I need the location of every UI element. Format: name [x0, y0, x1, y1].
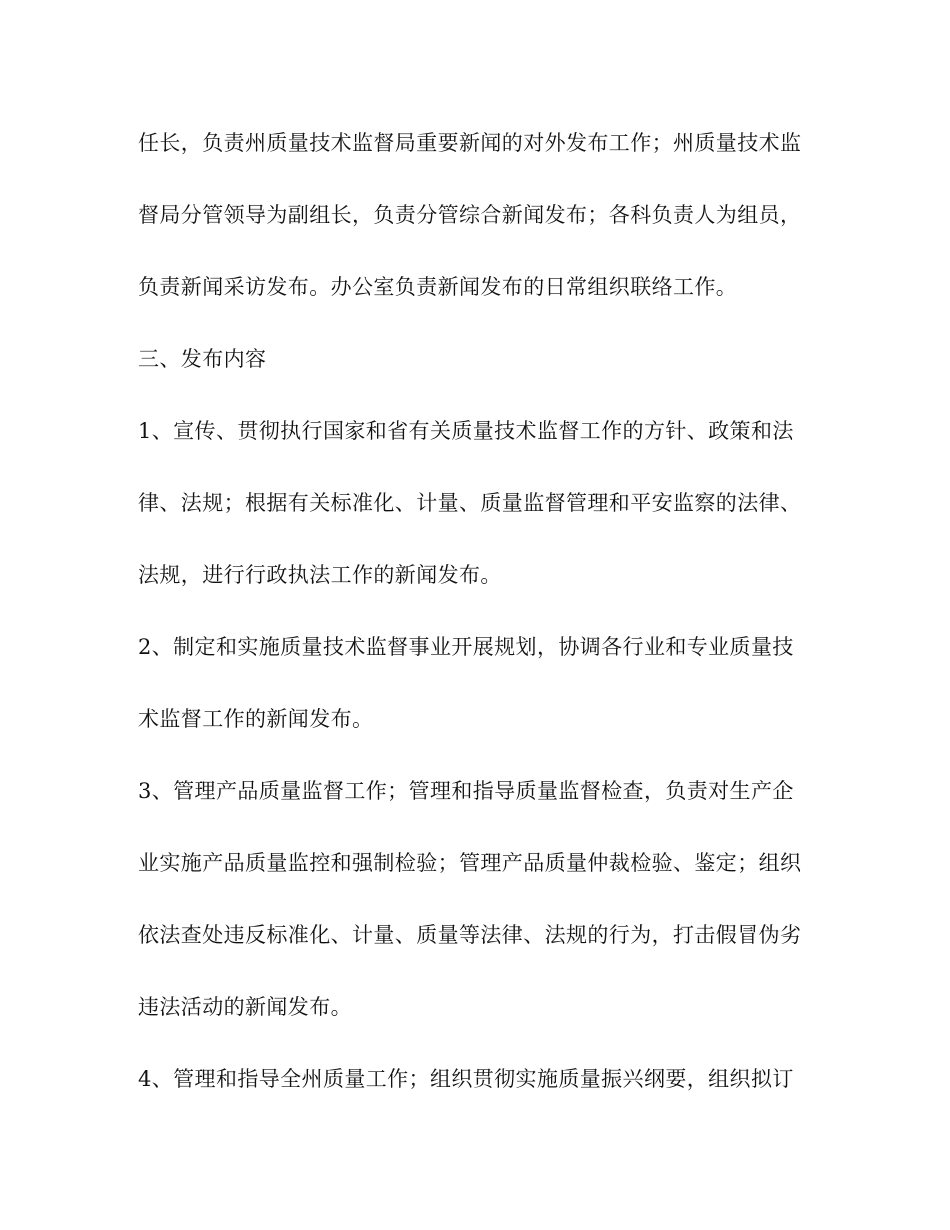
text-line: 依法查处违反标准化、计量、质量等法律、法规的行为，打击假冒伪劣: [138, 923, 802, 947]
text-line: 术监督工作的新闻发布。: [138, 707, 374, 731]
text-line: 督局分管领导为副组长，负责分管综合新闻发布；各科负责人为组员，: [138, 203, 802, 227]
section-heading: 三、发布内容: [138, 347, 267, 371]
text-line: 律、法规；根据有关标准化、计量、质量监督管理和平安监察的法律、: [138, 491, 802, 515]
text-line: 违法活动的新闻发布。: [138, 995, 352, 1019]
text-line: 业实施产品质量监控和强制检验；管理产品质量仲裁检验、鉴定；组织: [138, 851, 802, 875]
text-line: 负责新闻采访发布。办公室负责新闻发布的日常组织联络工作。: [138, 275, 738, 299]
text-line: 1、宣传、贯彻执行国家和省有关质量技术监督工作的方针、政策和法: [138, 419, 794, 443]
text-line: 4、管理和指导全州质量工作；组织贯彻实施质量振兴纲要，组织拟订: [138, 1067, 794, 1091]
text-line: 任长，负责州质量技术监督局重要新闻的对外发布工作；州质量技术监: [138, 131, 802, 155]
text-line: 法规，进行行政执法工作的新闻发布。: [138, 563, 502, 587]
text-line: 2、制定和实施质量技术监督事业开展规划，协调各行业和专业质量技: [138, 635, 794, 659]
text-line: 3、管理产品质量监督工作；管理和指导质量监督检查，负责对生产企: [138, 779, 794, 803]
